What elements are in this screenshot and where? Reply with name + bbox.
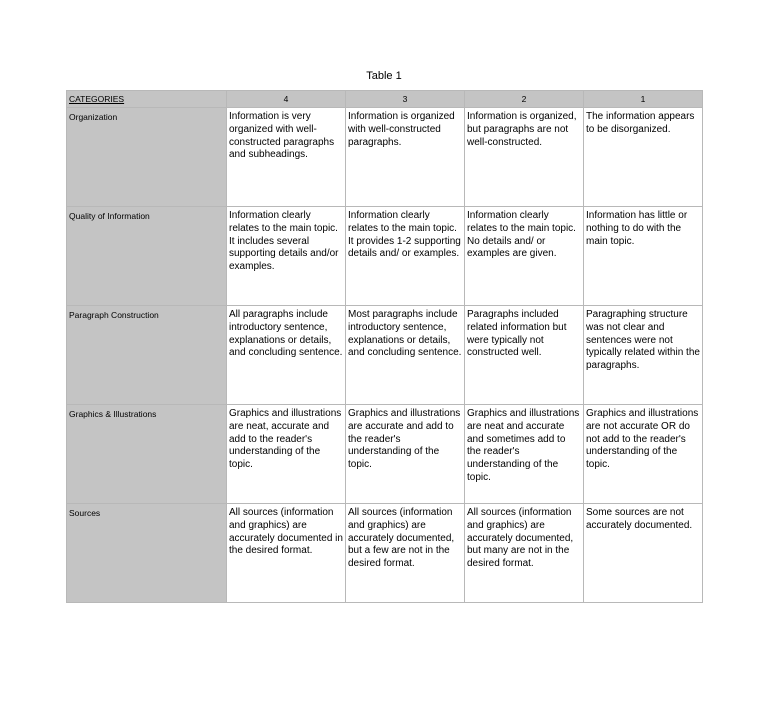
row-category: Sources <box>67 504 227 603</box>
table-cell: Most paragraphs include introductory sentence, explanations or details, and concluding sentence. <box>346 306 465 405</box>
table-row <box>67 405 703 504</box>
header-row <box>67 91 703 108</box>
header-score-1: 1 <box>584 91 703 108</box>
table-cell: Information clearly relates to the main topic. It includes several supporting details and/or examples. <box>227 207 346 306</box>
table-cell: All sources (information and graphics) are accurately documented in the desired format. <box>227 504 346 603</box>
header-score-3: 3 <box>346 91 465 108</box>
row-category: Quality of Information <box>67 207 227 306</box>
row-category: Graphics & Illustrations <box>67 405 227 504</box>
header-score-4: 4 <box>227 91 346 108</box>
table-cell: All paragraphs include introductory sentence, explanations or details, and concluding sentence. <box>227 306 346 405</box>
table-cell: Paragraphing structure was not clear and sentences were not typically related within the paragraphs. <box>584 306 703 405</box>
table-row <box>67 108 703 207</box>
table-cell: All sources (information and graphics) are accurately documented, but a few are not in the desired format. <box>346 504 465 603</box>
row-category: Paragraph Construction <box>67 306 227 405</box>
table-cell: Graphics and illustrations are neat and accurate and sometimes add to the reader's understanding of the topic. <box>465 405 584 504</box>
table-cell: Paragraphs included related information but were typically not constructed well. <box>465 306 584 405</box>
row-category: Organization <box>67 108 227 207</box>
table-row <box>67 306 703 405</box>
table-cell: Graphics and illustrations are accurate and add to the reader's understanding of the topic. <box>346 405 465 504</box>
table-cell: Graphics and illustrations are neat, accurate and add to the reader's understanding of the topic. <box>227 405 346 504</box>
table-row <box>67 207 703 306</box>
table-cell: Some sources are not accurately documented. <box>584 504 703 603</box>
table-cell: Information clearly relates to the main topic. No details and/ or examples are given. <box>465 207 584 306</box>
table-row <box>67 504 703 603</box>
header-score-2: 2 <box>465 91 584 108</box>
table-cell: Graphics and illustrations are not accurate OR do not add to the reader's understanding of the topic. <box>584 405 703 504</box>
table-cell: Information clearly relates to the main topic. It provides 1-2 supporting details and/ or examples. <box>346 207 465 306</box>
table-cell: All sources (information and graphics) are accurately documented, but many are not in the desired format. <box>465 504 584 603</box>
table-cell: Information is organized, but paragraphs are not well-constructed. <box>465 108 584 207</box>
table-title: Table 1 <box>366 70 402 82</box>
table-cell: Information is organized with well-constructed paragraphs. <box>346 108 465 207</box>
header-categories: CATEGORIES <box>67 91 227 108</box>
table-cell: Information has little or nothing to do with the main topic. <box>584 207 703 306</box>
table-cell: Information is very organized with well-constructed paragraphs and subheadings. <box>227 108 346 207</box>
rubric-table <box>66 90 703 603</box>
table-cell: The information appears to be disorganized. <box>584 108 703 207</box>
